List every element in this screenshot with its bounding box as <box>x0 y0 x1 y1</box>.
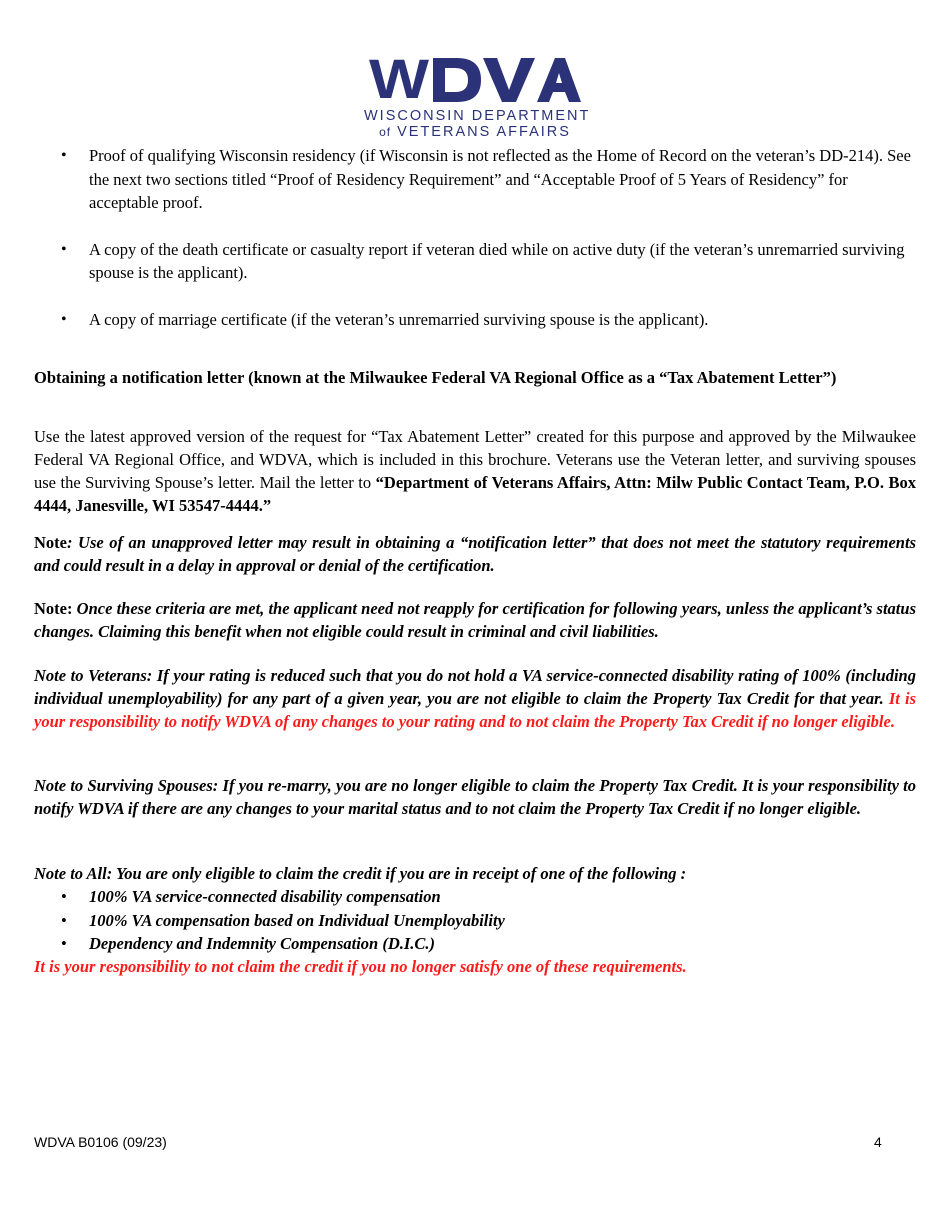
bullet-icon: • <box>61 310 67 328</box>
note-to-surviving-spouses: Note to Surviving Spouses: If you re-marry, you are no longer eligible to claim the Property Tax Credit. It is your responsibility to notify WDVA if there are any changes to your marital status and to not claim the Property Tax Credit if no longer eligible. <box>34 776 916 818</box>
footer-page-number: 4 <box>874 1134 882 1150</box>
svg-text:W: W <box>369 52 430 106</box>
note-to-veterans <box>34 664 916 733</box>
list-item-text: 100% VA compensation based on Individual Unemployability <box>89 910 505 930</box>
note-to-all: Note to All: You are only eligible to claim the credit if you are in receipt of one of the following : <box>34 864 687 883</box>
list-item <box>0 308 950 332</box>
list-item-text: Dependency and Indemnity Compensation (D.I.C.) <box>89 934 436 953</box>
section-body <box>34 425 916 517</box>
list-item-text: A copy of the death certificate or casualty report if veteran died while on active duty (if the veteran’s unremarried surviving spouse is the applicant). <box>89 239 905 282</box>
logo-line-veterans-affairs <box>364 124 586 140</box>
note-label: Note: <box>34 599 73 618</box>
note-colon: : <box>66 533 73 552</box>
list-item-text: 100% VA service-connected disability compensation <box>89 887 441 906</box>
mailing-address: “Department of Veterans Affairs, Attn: Milw Public Contact Team, P.O. Box 4444, Janesville, WI 53547-4444.” <box>34 473 917 515</box>
logo-veterans-affairs: VETERANS AFFAIRS <box>397 124 571 140</box>
list-item <box>34 932 916 956</box>
requirements-list <box>0 144 950 331</box>
list-item <box>34 909 916 933</box>
note-text: Note to Veterans: If your rating is reduced such that you do not hold a VA service-connected disability rating of 100% (including individual unemployability) for any part of a given year, you are not eligible to claim the Property Tax Credit for that year. <box>34 666 916 708</box>
eligibility-list <box>34 885 916 956</box>
wdva-logo-mark <box>369 52 581 106</box>
note-text: Once these criteria are met, the applicant need not reapply for certification for following years, unless the applicant’s status changes. Claiming this benefit when not eligible could result in criminal and civil liabilities. <box>34 599 916 641</box>
wdva-logo <box>364 52 591 142</box>
section-heading: Obtaining a notification letter (known at the Milwaukee Federal VA Regional Office as a “Tax Abatement Letter”) <box>34 368 837 387</box>
list-item-text: A copy of marriage certificate (if the veteran’s unremarried surviving spouse is the applicant). <box>89 309 709 329</box>
list-item-text: Proof of qualifying Wisconsin residency (if Wisconsin is not reflected as the Home of Record on the veteran’s DD-214). See the next two sections titled “Proof of Residency Requirement” and “Acceptable Proof of 5 Years of Residency” for acceptable proof. <box>89 146 911 212</box>
note-criteria-met <box>34 597 916 643</box>
bullet-icon: • <box>61 147 67 164</box>
footer-form-id: WDVA B0106 (09/23) <box>34 1134 167 1150</box>
logo-of: of <box>379 125 392 139</box>
bullet-icon: • <box>61 910 67 930</box>
logo-line-wisconsin-department: WISCONSIN DEPARTMENT <box>364 108 591 124</box>
bullet-icon: • <box>61 887 67 906</box>
note-unapproved-letter <box>34 531 916 577</box>
note-warning-red: It is your responsibility to notify WDVA of any changes to your rating and to not claim the Property Tax Credit if no longer eligible. <box>34 689 917 731</box>
list-item <box>34 885 916 909</box>
list-item <box>0 238 950 285</box>
note-label: Note <box>34 533 67 552</box>
bullet-icon: • <box>61 240 67 258</box>
section-body-text: Use the latest approved version of the request for “Tax Abatement Letter” created for this purpose and approved by the Milwaukee Federal VA Regional Office, and WDVA, which is included in this brochure. Veterans use the Veteran letter, and surviving spouses use the Surviving Spouse’s letter. Mail the letter to <box>34 427 916 492</box>
list-item <box>0 144 950 215</box>
bullet-icon: • <box>61 934 67 953</box>
note-text: Use of an unapproved letter may result in obtaining a “notification letter” that does not meet the statutory requirements and could result in a delay in approval or denial of the certification. <box>34 533 916 575</box>
eligibility-warning: It is your responsibility to not claim the credit if you no longer satisfy one of these requirements. <box>34 957 687 976</box>
